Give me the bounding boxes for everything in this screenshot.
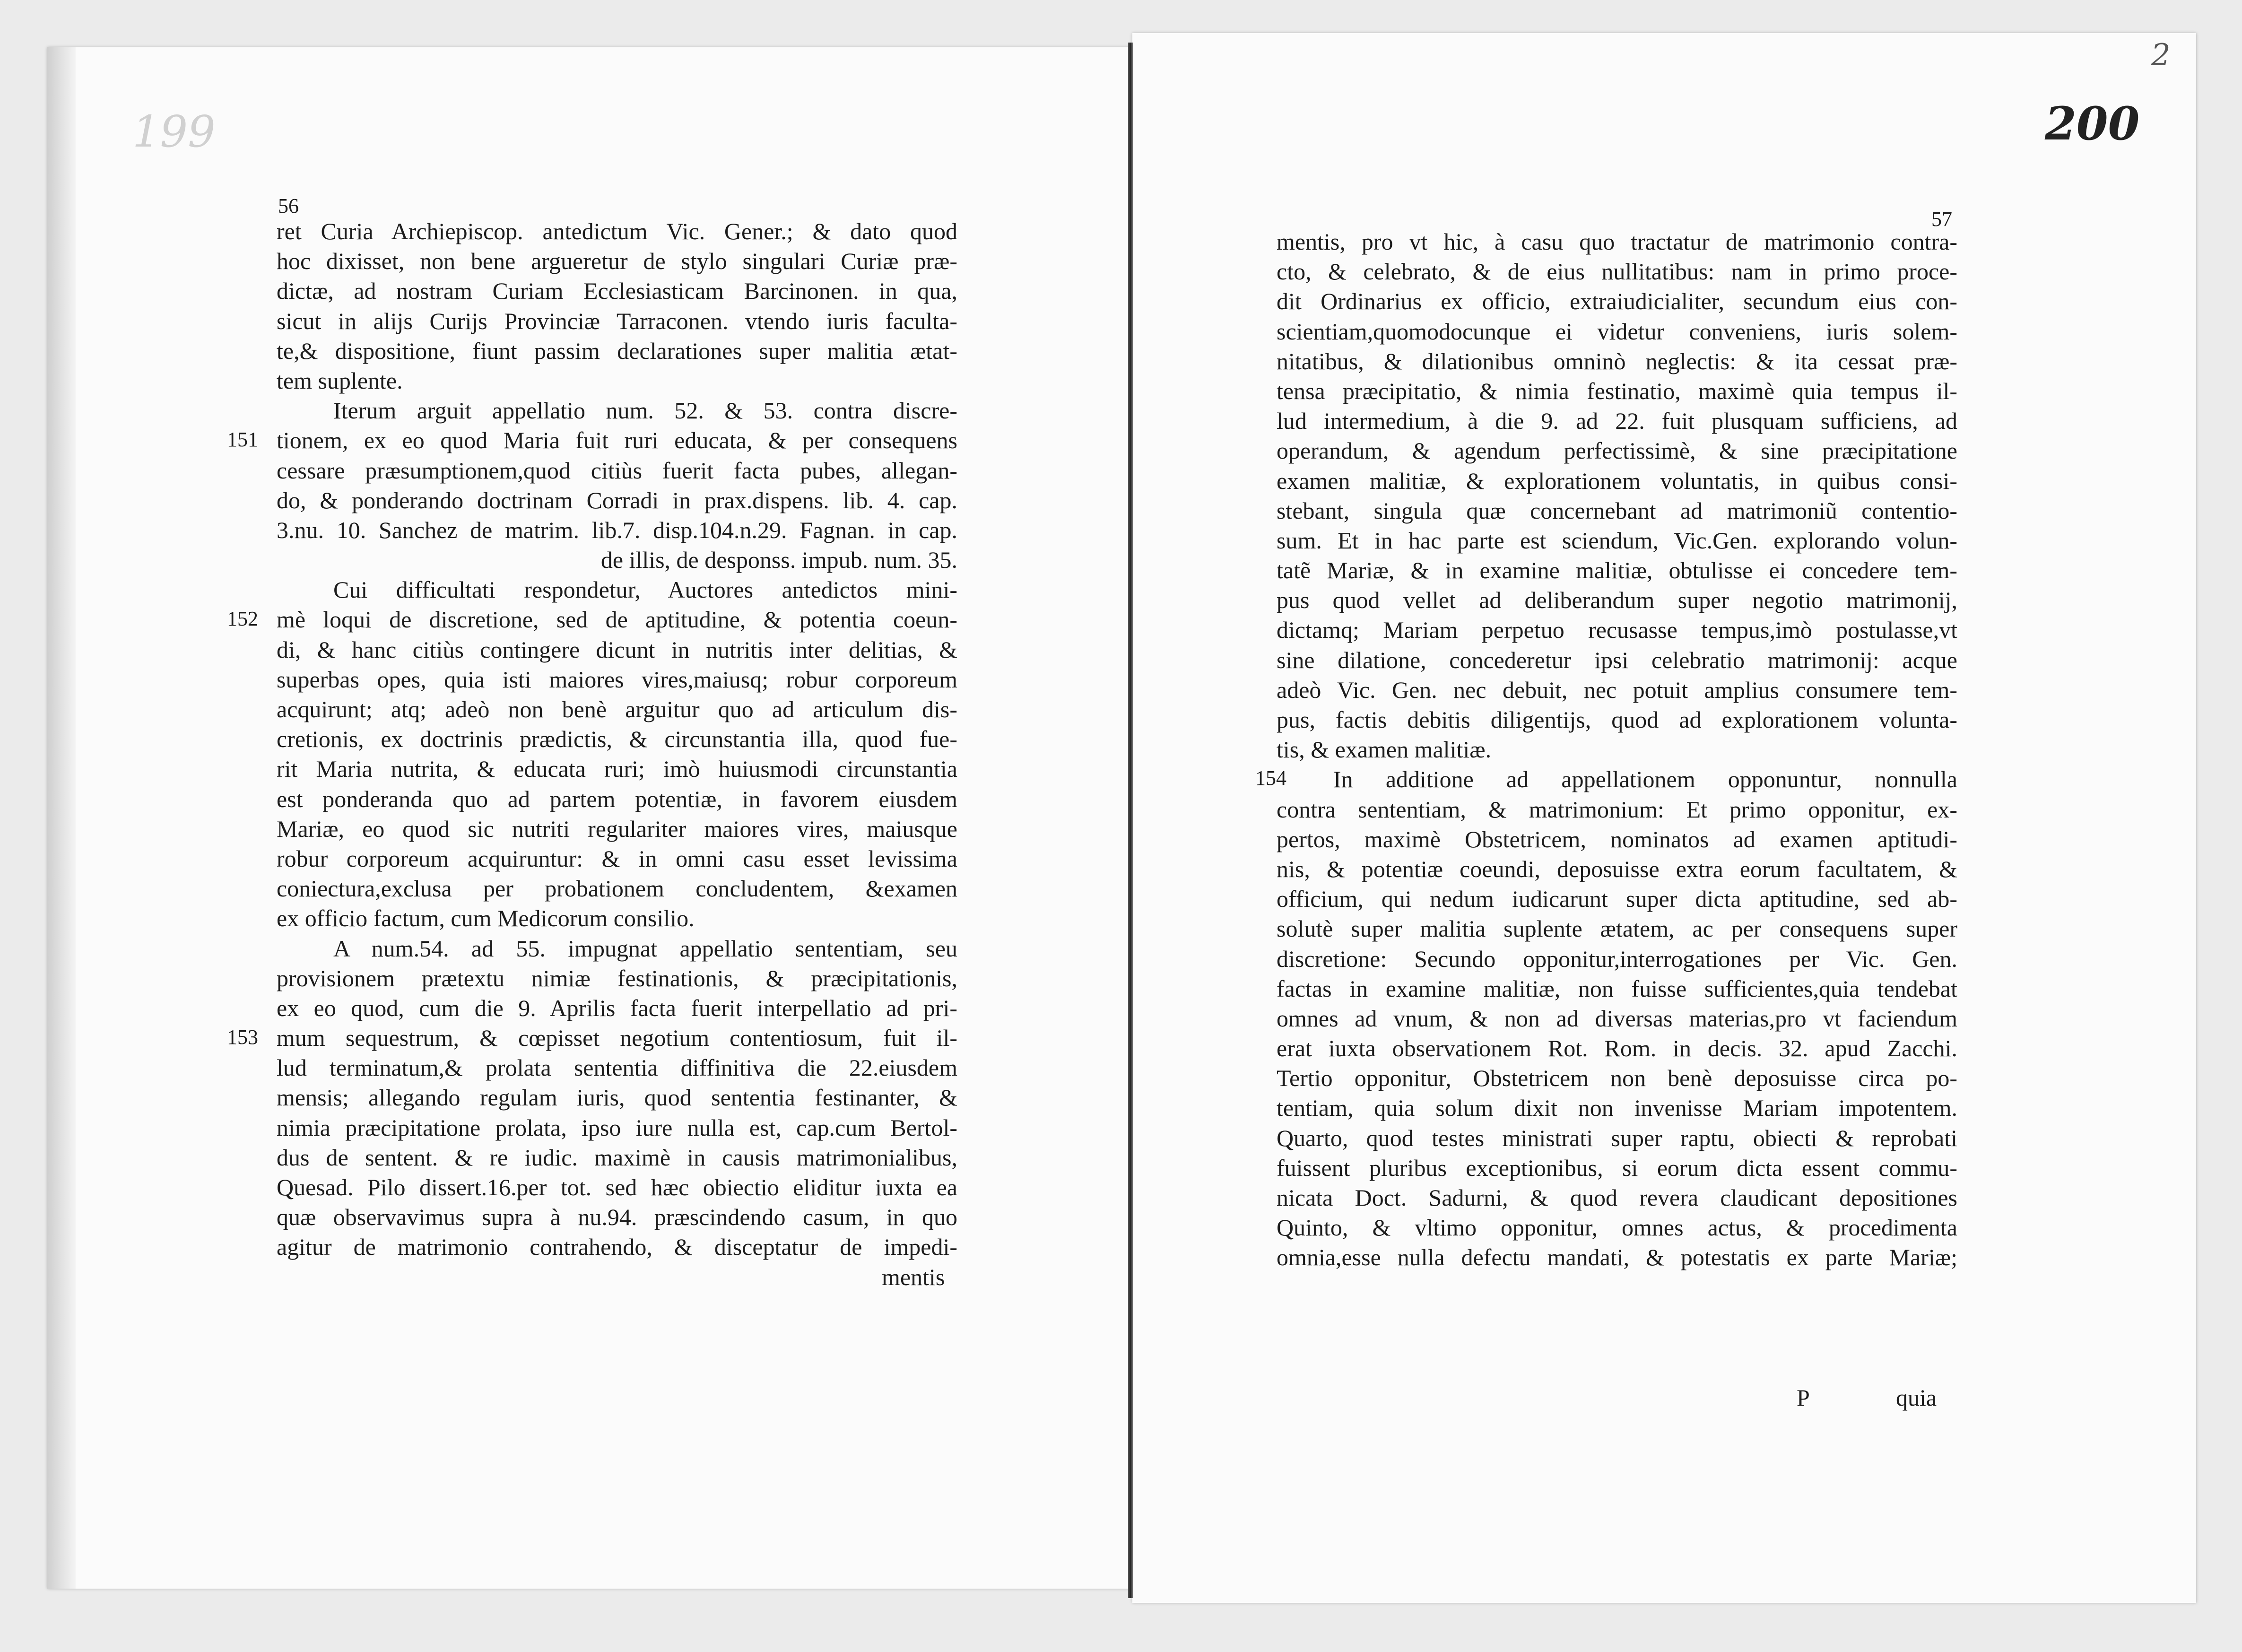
text-line: tensa præcipitatio, & nimia festinatio, maximè quia tempus il-	[1277, 377, 1957, 404]
text-line: agitur de matrimonio contrahendo, & disceptatur de impedi-	[277, 1234, 957, 1261]
text-line: acquirunt; atq; adeò non benè arguitur quo ad articulum dis-	[277, 696, 957, 722]
text-line: Cui difficultati respondetur, Auctores antedictos mini-	[333, 576, 957, 603]
left-catchword: mentis	[882, 1264, 945, 1290]
text-line: quæ observavimus supra à nu.94. præscindendo casum, in quo	[277, 1204, 957, 1231]
text-line: omnes ad vnum, & non ad diversas materias,pro vt faciendum	[1277, 1005, 1957, 1032]
text-line: nitatibus, & dilationibus omninò neglectis: & ita cessat præ-	[1277, 348, 1957, 374]
text-line: scientiam,quomodocunque ei videtur conveniens, iuris solem-	[1277, 318, 1957, 345]
text-line: factas in examine malitiæ, non fuisse sufficientes,quia tendebat	[1277, 975, 1957, 1002]
text-line: ret Curia Archiepiscop. antedictum Vic. Gener.; & dato quod	[277, 218, 957, 244]
left-text-column	[277, 217, 957, 1262]
margin-number-154: 154	[1255, 766, 1286, 790]
margin-number-151: 151	[227, 428, 258, 451]
text-line: discretione: Secundo opponitur,interrogationes per Vic. Gen.	[1277, 945, 1957, 972]
text-line: In additione ad appellationem opponuntur, nonnulla	[1333, 766, 1957, 793]
text-line: do, & ponderando doctrinam Corradi in prax.dispens. lib. 4. cap.	[277, 487, 957, 513]
text-line: mensis; allegando regulam iuris, quod sententia festinanter, &	[277, 1084, 957, 1111]
text-line: cretionis, ex doctrinis prædictis, & circunstantia illa, quod fue-	[277, 726, 957, 753]
text-line: te,& dispositione, fiunt passim declarationes super malitia ætat-	[277, 337, 957, 364]
old-folio-mark: 199	[132, 106, 216, 157]
text-line: examen malitiæ, & explorationem voluntatis, in quibus consi-	[1277, 467, 1957, 494]
text-line: mè loqui de discretione, sed de aptitudine, & potentia coeun-	[277, 606, 957, 633]
text-line: stebant, singula quæ concernebant ad matrimoniũ contentio-	[1277, 497, 1957, 524]
margin-number-152: 152	[227, 607, 258, 630]
text-line: lud terminatum,& prolata sententia diffinitiva die 22.eiusdem	[277, 1054, 957, 1081]
text-line: coniectura,exclusa per probationem concludentem, &examen	[277, 875, 957, 902]
text-line: cessare præsumptionem,quod citiùs fuerit facta pubes, allegan-	[277, 457, 957, 484]
text-line: fuissent pluribus exceptionibus, si eorum dicta essent commu-	[1277, 1154, 1957, 1181]
text-line: sicut in alijs Curijs Provinciæ Tarraconen. vtendo iuris faculta-	[277, 307, 957, 334]
text-line: Quarto, quod testes ministrati super raptu, obiecti & reprobati	[1277, 1124, 1957, 1151]
text-line: tatẽ Mariæ, & in examine malitiæ, obtulisse ei concedere tem-	[1277, 557, 1957, 584]
text-line: solutè super malitia suplente ætatem, ac per consequens super	[1277, 915, 1957, 942]
text-line: officium, qui nedum iudicarunt super dicta aptitudine, sed ab-	[1277, 886, 1957, 913]
text-line: pus quod vellet ad deliberandum super negotio matrimonij,	[1277, 587, 1957, 614]
text-line: tentiam, quia solum dixit non invenisse Mariam impotentem.	[1277, 1095, 1957, 1122]
text-line: dit Ordinarius ex officio, extraiudicialiter, secundum eius con-	[1277, 288, 1957, 315]
text-line: est ponderanda quo ad partem potentiæ, in favorem eiusdem	[277, 785, 957, 812]
left-page-edge	[47, 47, 76, 1589]
text-line: ex eo quod, cum die 9. Aprilis facta fuerit interpellatio ad pri-	[277, 994, 957, 1021]
corner-mark: 2	[2151, 38, 2171, 73]
text-line: di, & hanc citiùs contingere dicunt in nutritis inter delitias, &	[277, 636, 957, 663]
text-line: 3.nu. 10. Sanchez de matrim. lib.7. disp.104.n.29. Fagnan. in cap.	[277, 516, 957, 543]
text-line: Mariæ, eo quod sic nutriti regulariter maiores vires, maiusque	[277, 815, 957, 842]
text-line: robur corporeum acquiruntur: & in omni casu esset levissima	[277, 845, 957, 872]
book-gutter	[1128, 43, 1133, 1598]
text-line: ex officio factum, cum Medicorum consilio.	[277, 905, 695, 932]
text-line: adeò Vic. Gen. nec debuit, nec potuit amplius consumere tem-	[1277, 676, 1957, 703]
text-line: cto, & celebrato, & de eius nullitatibus: nam in primo proce-	[1277, 258, 1957, 285]
text-line: provisionem prætextu nimiæ festinationis, & præcipitationis,	[277, 965, 957, 991]
text-line: nicata Doct. Sadurni, & quod revera claudicant depositiones	[1277, 1184, 1957, 1211]
text-line: superbas opes, quia isti maiores vires,maiusq; robur corporeum	[277, 666, 957, 693]
right-text-column	[1277, 227, 1957, 1273]
folio-number-handwritten: 200	[2045, 97, 2140, 150]
text-line: dus de sentent. & re iudic. maximè in causis matrimonialibus,	[277, 1144, 957, 1171]
text-line: nis, & potentiæ coeundi, deposuisse extra eorum facultatem, &	[1277, 855, 1957, 882]
text-line: omnia,esse nulla defectu mandati, & potestatis ex parte Mariæ;	[1277, 1244, 1957, 1271]
text-line: nimia præcipitatione prolata, ipso iure nulla est, cap.cum Bertol-	[277, 1114, 957, 1141]
right-page-number: 57	[1931, 208, 1952, 231]
text-line: mum sequestrum, & cœpisset negotium contentiosum, fuit il-	[277, 1025, 957, 1052]
left-page-number: 56	[278, 194, 299, 217]
text-line: lud intermedium, à die 9. ad 22. fuit plusquam sufficiens, ad	[1277, 408, 1957, 435]
right-catchword: quia	[1896, 1384, 1937, 1411]
text-line: mentis, pro vt hic, à casu quo tractatur de matrimonio contra-	[1277, 228, 1957, 255]
text-line: sum. Et in hac parte est sciendum, Vic.Gen. explorando volun-	[1277, 527, 1957, 554]
text-line: pertos, maximè Obstetricem, nominatos ad examen aptitudi-	[1277, 826, 1957, 852]
text-line: Iterum arguit appellatio num. 52. & 53. contra discre-	[333, 397, 957, 424]
signature-mark: P	[1797, 1384, 1810, 1411]
text-line: rit Maria nutrita, & educata ruri; imò huiusmodi circunstantia	[277, 756, 957, 783]
text-line: contra sententiam, & matrimonium: Et primo opponitur, ex-	[1277, 796, 1957, 823]
margin-number-153: 153	[227, 1026, 258, 1049]
text-line: operandum, & agendum perfectissimè, & sine præcipitatione	[1277, 437, 1957, 464]
text-line: tem suplente.	[277, 367, 403, 394]
text-line: Quesad. Pilo dissert.16.per tot. sed hæc obiectio eliditur iuxta ea	[277, 1174, 957, 1200]
text-line: dictamq; Mariam perpetuo recusasse tempus,imò postulasse,vt	[1277, 617, 1957, 643]
text-line: hoc dixisset, non bene argueretur de stylo singulari Curiæ præ-	[277, 248, 957, 275]
text-line: dictæ, ad nostram Curiam Ecclesiasticam Barcinonen. in qua,	[277, 278, 957, 304]
text-line: tis, & examen malitiæ.	[1277, 736, 1492, 763]
text-line: pus, factis debitis diligentijs, quod ad explorationem volunta-	[1277, 706, 1957, 733]
text-line: Tertio opponitur, Obstetricem non benè deposuisse circa po-	[1277, 1065, 1957, 1092]
text-line: Quinto, & vltimo opponitur, omnes actus, & procedimenta	[1277, 1214, 1957, 1241]
text-line: sine dilatione, concederetur ipsi celebratio matrimonij: acque	[1277, 646, 1957, 673]
text-line: tionem, ex eo quod Maria fuit ruri educata, & per consequens	[277, 427, 957, 454]
text-line: erat iuxta observationem Rot. Rom. in decis. 32. apud Zacchi.	[1277, 1035, 1957, 1062]
text-line: de illis, de desponss. impub. num. 35.	[600, 547, 957, 574]
text-line: A num.54. ad 55. impugnat appellatio sententiam, seu	[333, 935, 957, 962]
